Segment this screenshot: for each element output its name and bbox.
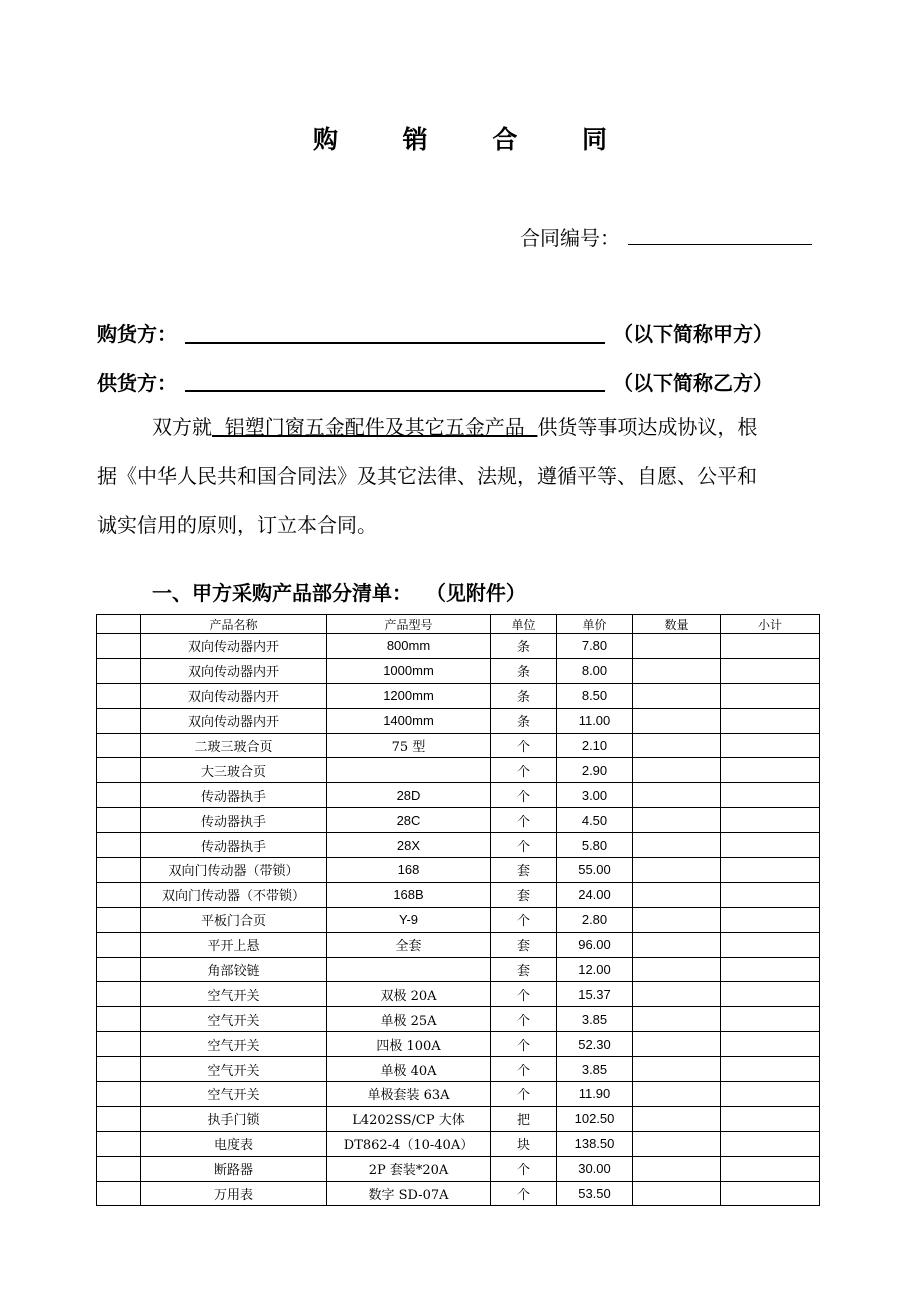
product-name-cell: 二玻三玻合页 bbox=[141, 733, 327, 758]
product-name-cell: 双向传动器内开 bbox=[141, 634, 327, 659]
quantity-cell[interactable] bbox=[633, 1057, 721, 1082]
product-model-cell: 28C bbox=[327, 808, 491, 833]
unit-price-cell: 102.50 bbox=[557, 1106, 633, 1131]
product-name-cell: 空气开关 bbox=[141, 1032, 327, 1057]
index-cell bbox=[97, 1106, 141, 1131]
subtotal-cell[interactable] bbox=[721, 882, 820, 907]
product-name-cell: 空气开关 bbox=[141, 982, 327, 1007]
intro-line1-suffix: 供货等事项达成协议，根 bbox=[537, 415, 758, 439]
table-row bbox=[97, 1156, 820, 1181]
unit-price-cell: 55.00 bbox=[557, 858, 633, 883]
product-model-cell: L4202SS/CP 大体 bbox=[327, 1106, 491, 1131]
unit-price-cell: 53.50 bbox=[557, 1181, 633, 1206]
quantity-cell[interactable] bbox=[633, 1007, 721, 1032]
subtotal-cell[interactable] bbox=[721, 758, 820, 783]
quantity-cell[interactable] bbox=[633, 783, 721, 808]
product-name-cell: 万用表 bbox=[141, 1181, 327, 1206]
subtotal-cell[interactable] bbox=[721, 1106, 820, 1131]
unit-cell: 把 bbox=[491, 1106, 557, 1131]
table-row bbox=[97, 882, 820, 907]
product-model-cell: 800mm bbox=[327, 634, 491, 659]
quantity-cell[interactable] bbox=[633, 683, 721, 708]
table-row bbox=[97, 957, 820, 982]
document-title: 购 销 合 同 bbox=[312, 125, 636, 154]
product-model-cell: 1000mm bbox=[327, 658, 491, 683]
table-row bbox=[97, 907, 820, 932]
buyer-label: 购货方： bbox=[97, 322, 177, 346]
product-model-cell: 双极 20A bbox=[327, 982, 491, 1007]
unit-price-cell: 5.80 bbox=[557, 833, 633, 858]
index-cell bbox=[97, 1082, 141, 1107]
unit-cell: 个 bbox=[491, 733, 557, 758]
product-name-cell: 双向传动器内开 bbox=[141, 708, 327, 733]
unit-price-cell: 3.85 bbox=[557, 1007, 633, 1032]
unit-price-cell: 30.00 bbox=[557, 1156, 633, 1181]
index-cell bbox=[97, 1007, 141, 1032]
quantity-cell[interactable] bbox=[633, 907, 721, 932]
unit-header: 单位 bbox=[491, 615, 557, 634]
quantity-cell[interactable] bbox=[633, 733, 721, 758]
index-cell bbox=[97, 833, 141, 858]
seller-note: （以下简称乙方） bbox=[613, 371, 773, 395]
quantity-cell[interactable] bbox=[633, 1032, 721, 1057]
buyer-note: （以下简称甲方） bbox=[613, 322, 773, 346]
unit-cell: 个 bbox=[491, 982, 557, 1007]
unit-price-cell: 11.90 bbox=[557, 1082, 633, 1107]
product-model-cell bbox=[327, 957, 491, 982]
unit-cell: 个 bbox=[491, 1007, 557, 1032]
quantity-cell[interactable] bbox=[633, 708, 721, 733]
product-model-cell: DT862-4（10-40A） bbox=[327, 1131, 491, 1156]
unit-cell: 个 bbox=[491, 1057, 557, 1082]
unit-cell: 套 bbox=[491, 882, 557, 907]
unit-price-cell: 52.30 bbox=[557, 1032, 633, 1057]
product-model-cell: 2P 套装*20A bbox=[327, 1156, 491, 1181]
unit-price-cell: 12.00 bbox=[557, 957, 633, 982]
table-row bbox=[97, 858, 820, 883]
product-name-cell: 大三玻合页 bbox=[141, 758, 327, 783]
product-model-cell: 全套 bbox=[327, 932, 491, 957]
quantity-cell[interactable] bbox=[633, 858, 721, 883]
quantity-header: 数量 bbox=[633, 615, 721, 634]
quantity-cell[interactable] bbox=[633, 758, 721, 783]
quantity-cell[interactable] bbox=[633, 957, 721, 982]
unit-price-cell: 7.80 bbox=[557, 634, 633, 659]
subtotal-cell[interactable] bbox=[721, 833, 820, 858]
product-name-cell: 传动器执手 bbox=[141, 783, 327, 808]
seller-field[interactable] bbox=[185, 390, 605, 392]
unit-price-cell: 2.80 bbox=[557, 907, 633, 932]
product-model-cell: 75 型 bbox=[327, 733, 491, 758]
unit-cell: 条 bbox=[491, 634, 557, 659]
index-cell bbox=[97, 733, 141, 758]
quantity-cell[interactable] bbox=[633, 833, 721, 858]
product-name-cell: 空气开关 bbox=[141, 1007, 327, 1032]
product-name-cell: 传动器执手 bbox=[141, 808, 327, 833]
product-name-cell: 双向门传动器（带锁） bbox=[141, 858, 327, 883]
table-row bbox=[97, 658, 820, 683]
table-row bbox=[97, 1106, 820, 1131]
unit-cell: 套 bbox=[491, 932, 557, 957]
buyer-field[interactable] bbox=[185, 342, 605, 344]
product-model-header: 产品型号 bbox=[327, 615, 491, 634]
quantity-cell[interactable] bbox=[633, 1131, 721, 1156]
intro-prefix: 双方就 bbox=[152, 415, 212, 439]
intro-line-3: 诚实信用的原则，订立本合同。 bbox=[97, 513, 377, 537]
unit-price-header: 单价 bbox=[557, 615, 633, 634]
product-model-cell: 单极 25A bbox=[327, 1007, 491, 1032]
product-name-cell: 平开上悬 bbox=[141, 932, 327, 957]
product-name-cell: 断路器 bbox=[141, 1156, 327, 1181]
unit-cell: 个 bbox=[491, 1082, 557, 1107]
product-name-cell: 传动器执手 bbox=[141, 833, 327, 858]
index-cell bbox=[97, 1057, 141, 1082]
table-row bbox=[97, 783, 820, 808]
index-cell bbox=[97, 932, 141, 957]
subtotal-cell[interactable] bbox=[721, 1156, 820, 1181]
section-title: 一、甲方采购产品部分清单： （见附件） bbox=[152, 581, 526, 605]
unit-cell: 个 bbox=[491, 907, 557, 932]
subtotal-cell[interactable] bbox=[721, 1032, 820, 1057]
quantity-cell[interactable] bbox=[633, 658, 721, 683]
index-cell bbox=[97, 658, 141, 683]
intro-subject: 铝塑门窗五金配件及其它五金产品 bbox=[212, 415, 538, 439]
unit-cell: 个 bbox=[491, 783, 557, 808]
unit-cell: 个 bbox=[491, 833, 557, 858]
unit-price-cell: 2.90 bbox=[557, 758, 633, 783]
unit-cell: 条 bbox=[491, 658, 557, 683]
index-cell bbox=[97, 907, 141, 932]
index-cell bbox=[97, 882, 141, 907]
product-model-cell: 1200mm bbox=[327, 683, 491, 708]
unit-price-cell: 3.00 bbox=[557, 783, 633, 808]
index-cell bbox=[97, 758, 141, 783]
subtotal-cell[interactable] bbox=[721, 1007, 820, 1032]
unit-cell: 套 bbox=[491, 957, 557, 982]
index-cell bbox=[97, 783, 141, 808]
unit-price-cell: 3.85 bbox=[557, 1057, 633, 1082]
index-cell bbox=[97, 808, 141, 833]
subtotal-header: 小计 bbox=[721, 615, 820, 634]
table-row bbox=[97, 634, 820, 659]
product-model-cell: 1400mm bbox=[327, 708, 491, 733]
subtotal-cell[interactable] bbox=[721, 733, 820, 758]
table-row bbox=[97, 1032, 820, 1057]
index-header bbox=[97, 615, 141, 634]
index-cell bbox=[97, 708, 141, 733]
product-model-cell: 168B bbox=[327, 882, 491, 907]
unit-price-cell: 15.37 bbox=[557, 982, 633, 1007]
unit-price-cell: 8.50 bbox=[557, 683, 633, 708]
quantity-cell[interactable] bbox=[633, 1156, 721, 1181]
table-row bbox=[97, 1057, 820, 1082]
product-model-cell: 单极套装 63A bbox=[327, 1082, 491, 1107]
table-row bbox=[97, 1082, 820, 1107]
product-name-cell: 双向传动器内开 bbox=[141, 683, 327, 708]
product-name-cell: 双向传动器内开 bbox=[141, 658, 327, 683]
table-row bbox=[97, 982, 820, 1007]
table-row bbox=[97, 808, 820, 833]
table-row bbox=[97, 1007, 820, 1032]
product-name-cell: 平板门合页 bbox=[141, 907, 327, 932]
product-table bbox=[96, 614, 820, 1206]
quantity-cell[interactable] bbox=[633, 982, 721, 1007]
index-cell bbox=[97, 957, 141, 982]
index-cell bbox=[97, 858, 141, 883]
quantity-cell[interactable] bbox=[633, 1082, 721, 1107]
intro-paragraph bbox=[97, 403, 832, 550]
subtotal-cell[interactable] bbox=[721, 1131, 820, 1156]
subtotal-cell[interactable] bbox=[721, 658, 820, 683]
unit-price-cell: 4.50 bbox=[557, 808, 633, 833]
unit-price-cell: 2.10 bbox=[557, 733, 633, 758]
unit-cell: 个 bbox=[491, 1032, 557, 1057]
quantity-cell[interactable] bbox=[633, 1181, 721, 1206]
contract-number-field[interactable] bbox=[628, 244, 812, 245]
product-name-cell: 空气开关 bbox=[141, 1057, 327, 1082]
table-body bbox=[97, 634, 820, 1206]
product-name-header: 产品名称 bbox=[141, 615, 327, 634]
table-row bbox=[97, 733, 820, 758]
table-row bbox=[97, 758, 820, 783]
product-model-cell: 数字 SD-07A bbox=[327, 1181, 491, 1206]
index-cell bbox=[97, 683, 141, 708]
subtotal-cell[interactable] bbox=[721, 932, 820, 957]
product-model-cell bbox=[327, 758, 491, 783]
unit-cell: 块 bbox=[491, 1131, 557, 1156]
subtotal-cell[interactable] bbox=[721, 683, 820, 708]
quantity-cell[interactable] bbox=[633, 932, 721, 957]
product-name-cell: 双向门传动器（不带锁） bbox=[141, 882, 327, 907]
index-cell bbox=[97, 1032, 141, 1057]
contract-number-label: 合同编号： bbox=[520, 226, 620, 250]
quantity-cell[interactable] bbox=[633, 808, 721, 833]
subtotal-cell[interactable] bbox=[721, 858, 820, 883]
quantity-cell[interactable] bbox=[633, 1106, 721, 1131]
unit-price-cell: 96.00 bbox=[557, 932, 633, 957]
intro-line-1 bbox=[97, 403, 832, 452]
unit-price-cell: 11.00 bbox=[557, 708, 633, 733]
unit-cell: 个 bbox=[491, 1156, 557, 1181]
table-row bbox=[97, 1131, 820, 1156]
table-row bbox=[97, 708, 820, 733]
table-row bbox=[97, 683, 820, 708]
unit-price-cell: 24.00 bbox=[557, 882, 633, 907]
table-header-row bbox=[97, 615, 820, 634]
index-cell bbox=[97, 1156, 141, 1181]
product-name-cell: 角部铰链 bbox=[141, 957, 327, 982]
subtotal-cell[interactable] bbox=[721, 783, 820, 808]
subtotal-cell[interactable] bbox=[721, 1082, 820, 1107]
product-model-cell: 单极 40A bbox=[327, 1057, 491, 1082]
product-name-cell: 执手门锁 bbox=[141, 1106, 327, 1131]
subtotal-cell[interactable] bbox=[721, 957, 820, 982]
table-row bbox=[97, 1181, 820, 1206]
table-row bbox=[97, 833, 820, 858]
intro-line-2: 据《中华人民共和国合同法》及其它法律、法规，遵循平等、自愿、公平和 bbox=[97, 464, 757, 488]
index-cell bbox=[97, 982, 141, 1007]
product-name-cell: 电度表 bbox=[141, 1131, 327, 1156]
unit-cell: 个 bbox=[491, 808, 557, 833]
table-row bbox=[97, 932, 820, 957]
subtotal-cell[interactable] bbox=[721, 982, 820, 1007]
product-model-cell: 28X bbox=[327, 833, 491, 858]
unit-cell: 个 bbox=[491, 758, 557, 783]
index-cell bbox=[97, 1131, 141, 1156]
quantity-cell[interactable] bbox=[633, 882, 721, 907]
subtotal-cell[interactable] bbox=[721, 634, 820, 659]
unit-cell: 个 bbox=[491, 1181, 557, 1206]
unit-price-cell: 138.50 bbox=[557, 1131, 633, 1156]
product-name-cell: 空气开关 bbox=[141, 1082, 327, 1107]
unit-price-cell: 8.00 bbox=[557, 658, 633, 683]
subtotal-cell[interactable] bbox=[721, 1181, 820, 1206]
product-model-cell: 四极 100A bbox=[327, 1032, 491, 1057]
subtotal-cell[interactable] bbox=[721, 808, 820, 833]
product-model-cell: 168 bbox=[327, 858, 491, 883]
unit-cell: 条 bbox=[491, 683, 557, 708]
index-cell bbox=[97, 634, 141, 659]
quantity-cell[interactable] bbox=[633, 634, 721, 659]
seller-label: 供货方： bbox=[97, 371, 177, 395]
unit-cell: 条 bbox=[491, 708, 557, 733]
subtotal-cell[interactable] bbox=[721, 708, 820, 733]
product-model-cell: 28D bbox=[327, 783, 491, 808]
subtotal-cell[interactable] bbox=[721, 1057, 820, 1082]
unit-cell: 套 bbox=[491, 858, 557, 883]
subtotal-cell[interactable] bbox=[721, 907, 820, 932]
product-model-cell: Y-9 bbox=[327, 907, 491, 932]
index-cell bbox=[97, 1181, 141, 1206]
